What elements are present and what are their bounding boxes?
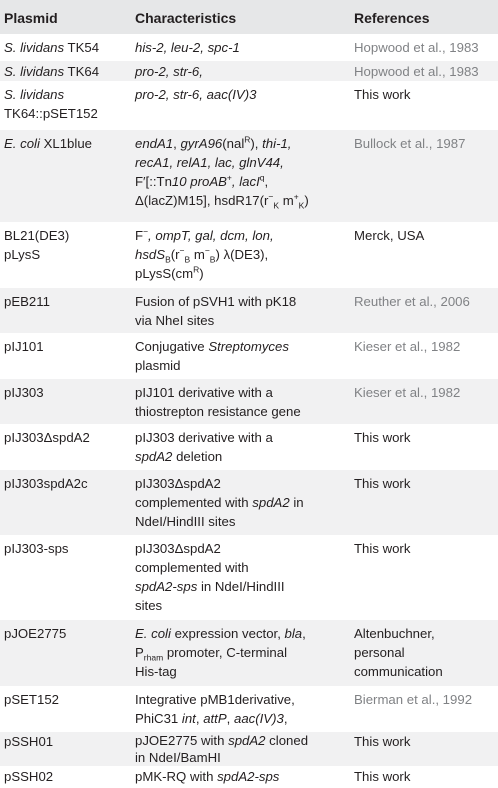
- table-row: [0, 34, 498, 61]
- table-row: [0, 732, 498, 766]
- reference: Merck, USA: [354, 228, 425, 243]
- reference: This work: [354, 430, 411, 445]
- table-row: [0, 620, 498, 686]
- characteristics: pIJ303ΔspdA2 complemented with spdA2-sps in NdeI/HindIII sites: [135, 541, 285, 613]
- table-row: [0, 130, 498, 222]
- characteristics: F−, ompT, gal, dcm, lon, $hsdS_B(r^-_B$ $m^-_B$) λ(DE3), $pLysS(cm^R)$: [135, 226, 274, 281]
- characteristics: pIJ303ΔspdA2 complemented with spdA2 in NdeI/HindIII sites: [135, 476, 304, 529]
- plasmid-name: S. lividans TK64::pSET152: [4, 87, 98, 121]
- table-row: [0, 61, 498, 81]
- reference: This work: [354, 541, 411, 556]
- table-row: [0, 333, 498, 379]
- table-row: [0, 470, 498, 535]
- reference: Kieser et al., 1982: [354, 385, 461, 400]
- plasmid-name: BL21(DE3) pLysS: [4, 228, 70, 262]
- reference: Hopwood et al., 1983: [354, 40, 479, 55]
- header-plasmid: Plasmid: [4, 10, 58, 26]
- characteristics: Fusion of pSVH1 with pK18 via NheI sites: [135, 294, 297, 328]
- plasmid-name: pEB211: [4, 294, 50, 309]
- characteristics: pro-2, str-6,: [135, 64, 203, 79]
- plasmid-name: pJOE2775: [4, 626, 67, 641]
- plasmid-name: pSSH02: [4, 769, 54, 784]
- characteristics: pIJ101 derivative with a thiostrepton resistance gene: [135, 385, 301, 419]
- characteristics: E. coli expression vector, bla, $P_{rham}$ promoter, C-terminal His-tag: [135, 626, 306, 679]
- characteristics: pMK-RQ with spdA2-sps: [135, 769, 280, 784]
- plasmid-name: S. lividans TK54: [4, 40, 100, 55]
- table-row: [0, 686, 498, 732]
- characteristics: his-2, leu-2, spc-1: [135, 40, 240, 55]
- reference: This work: [354, 734, 411, 749]
- reference: Kieser et al., 1982: [354, 339, 461, 354]
- characteristics: pIJ303 derivative with a spdA2 deletion: [135, 430, 273, 464]
- header-references: References: [354, 10, 430, 26]
- reference: This work: [354, 87, 411, 102]
- plasmid-name: pIJ303: [4, 385, 44, 400]
- plasmid-name: pSET152: [4, 692, 59, 707]
- table-row: [0, 288, 498, 333]
- reference: Hopwood et al., 1983: [354, 64, 479, 79]
- characteristics: Integrative pMB1derivative, PhiC31 int, attP, aac(IV)3,: [135, 692, 295, 726]
- plasmid-name: pIJ303-sps: [4, 541, 69, 556]
- table-row: [0, 379, 498, 424]
- plasmid-name: pSSH01: [4, 734, 54, 749]
- table-row: [0, 766, 498, 788]
- characteristics: endA1, gyrA96(nal$^R$), thi-1, recA1, relA1, lac, glnV44, F′[::Tn10 proAB+, lacI$^q$, Δ(lacZ)M15], $hsdR17(r^-_K$ $m^+_K$): [135, 134, 309, 211]
- plasmid-name: E. coli XL1blue: [4, 136, 92, 151]
- header-characteristics: Characteristics: [135, 10, 237, 26]
- plasmid-name: S. lividans TK64: [4, 64, 100, 79]
- plasmid-name: pIJ303spdA2c: [4, 476, 88, 491]
- reference: Reuther et al., 2006: [354, 294, 470, 309]
- reference: Bierman et al., 1992: [354, 692, 473, 707]
- reference: Altenbuchner, personal communication: [354, 626, 443, 679]
- table-row: [0, 222, 498, 288]
- table-row: [0, 535, 498, 620]
- reference: Bullock et al., 1987: [354, 136, 466, 151]
- table-row: [0, 81, 498, 130]
- plasmid-name: pIJ303ΔspdA2: [4, 430, 90, 445]
- characteristics: pro-2, str-6, aac(IV)3: [135, 87, 257, 102]
- table-row: [0, 424, 498, 470]
- table-header: [0, 0, 498, 34]
- reference: This work: [354, 769, 411, 784]
- reference: This work: [354, 476, 411, 491]
- plasmid-name: pIJ101: [4, 339, 44, 354]
- characteristics: Conjugative Streptomyces plasmid: [135, 339, 289, 373]
- characteristics: pJOE2775 with spdA2 cloned in NdeI/BamHI: [135, 733, 309, 765]
